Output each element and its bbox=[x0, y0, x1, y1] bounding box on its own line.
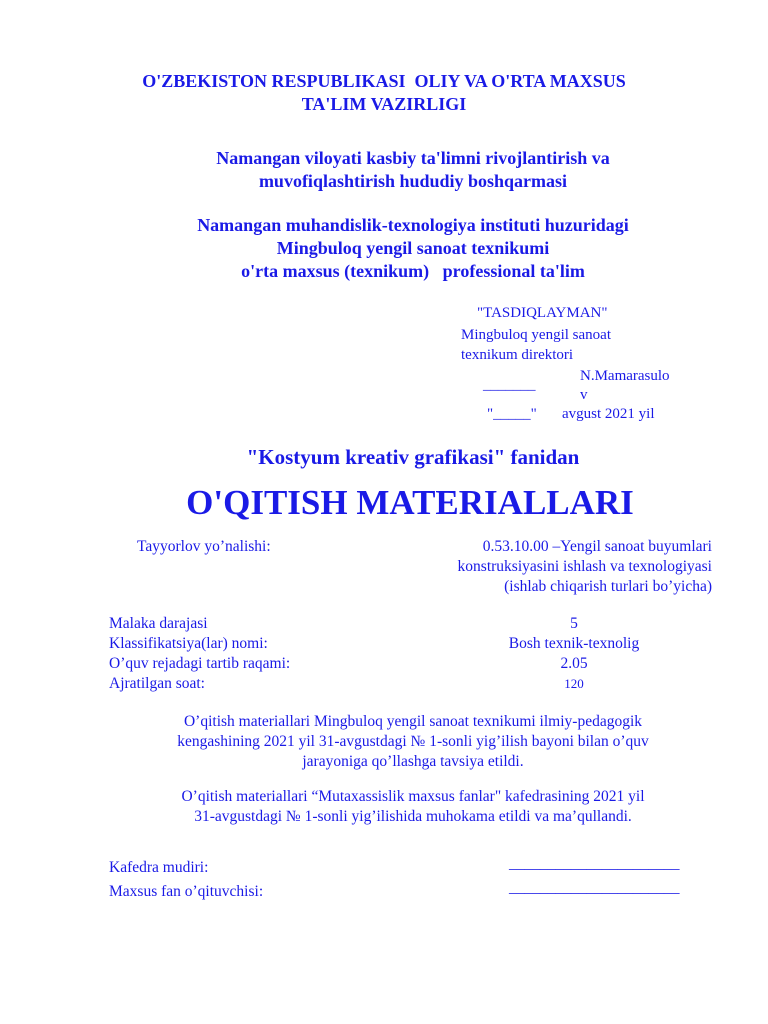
info-value: Bosh texnik-texnolig bbox=[508, 635, 640, 652]
info-table bbox=[109, 614, 709, 694]
info-row bbox=[109, 634, 709, 654]
direction-line-1: 0.53.10.00 –Yengil sanoat buyumlari bbox=[482, 538, 712, 555]
institute-line-2: Mingbuloq yengil sanoat texnikumi bbox=[276, 238, 550, 258]
institute-line-3: o'rta maxsus (texnikum) professional ta'lim bbox=[241, 261, 585, 281]
signature-label: Kafedra mudiri: bbox=[109, 859, 209, 876]
approval-title: "TASDIQLAYMAN" bbox=[477, 305, 608, 321]
signature-label: Maxsus fan o’qituvchisi: bbox=[109, 883, 264, 900]
recommendation-paragraph bbox=[0, 712, 768, 772]
approval-date: avgust 2021 yil bbox=[562, 406, 655, 422]
subject-title: "Kostyum kreativ grafikasi" fanidan bbox=[246, 445, 580, 469]
signature-line: ______________________ bbox=[509, 855, 680, 872]
signature-row-teacher bbox=[109, 879, 709, 904]
approval-role-line-1: Mingbuloq yengil sanoat bbox=[461, 327, 611, 343]
approval-date-blank: "_____" bbox=[487, 406, 537, 422]
document-title: O'QITISH MATERIALLARI bbox=[186, 483, 634, 522]
direction-label: Tayyorlov yo’nalishi: bbox=[137, 538, 271, 555]
approval-name-line-2: v bbox=[580, 387, 588, 403]
ministry-line-2: TA'LIM VAZIRLIGI bbox=[301, 94, 467, 114]
direction-line-3: (ishlab chiqarish turlari bo’yicha) bbox=[504, 578, 712, 595]
regional-line-2: muvofiqlashtirish hududiy boshqarmasi bbox=[258, 171, 568, 191]
direction-line-2: konstruksiyasini ishlash va texnologiyasi bbox=[457, 558, 712, 575]
info-row bbox=[109, 614, 709, 634]
info-label: Klassifikatsiya(lar) nomi: bbox=[109, 635, 268, 652]
paragraph-2-line-1: O’qitish materiallari “Mutaxassislik maxsus fanlar" kafedrasining 2021 yil bbox=[181, 788, 645, 805]
ministry-line-1: O'ZBEKISTON RESPUBLIKASI OLIY VA O'RTA MAXSUS bbox=[142, 71, 626, 91]
regional-header bbox=[0, 147, 768, 193]
ministry-header bbox=[0, 70, 768, 116]
info-label: O’quv rejadagi tartib raqami: bbox=[109, 655, 291, 672]
paragraph-1-line-1: O’qitish materiallari Mingbuloq yengil sanoat texnikumi ilmiy-pedagogik bbox=[183, 713, 643, 730]
info-value: 5 bbox=[570, 615, 578, 632]
info-row bbox=[109, 654, 709, 674]
signature-line: ______________________ bbox=[509, 879, 680, 896]
direction-value bbox=[458, 537, 712, 597]
approval-signature-line: _______ bbox=[483, 377, 536, 393]
approval-role-line-2: texnikum direktori bbox=[461, 347, 574, 363]
paragraph-1-line-3: jarayoniga qo’llashga tavsiya etildi. bbox=[302, 753, 524, 770]
info-label: Ajratilgan soat: bbox=[109, 675, 205, 692]
info-label: Malaka darajasi bbox=[109, 615, 208, 632]
regional-line-1: Namangan viloyati kasbiy ta'limni rivojlantirish va bbox=[216, 148, 610, 168]
approval-paragraph bbox=[0, 787, 768, 827]
paragraph-1-line-2: kengashining 2021 yil 31-avgustdagi № 1-sonli yig’ilish bayoni bilan o’quv bbox=[177, 733, 649, 750]
info-value: 120 bbox=[564, 676, 584, 691]
approval-name-line-1: N.Mamarasulo bbox=[580, 368, 670, 384]
info-value: 2.05 bbox=[560, 655, 588, 672]
institute-header bbox=[0, 214, 768, 283]
info-row bbox=[109, 674, 709, 694]
institute-line-1: Namangan muhandislik-texnologiya instituti huzuridagi bbox=[197, 215, 629, 235]
paragraph-2-line-2: 31-avgustdagi № 1-sonli yig’ilishida muhokama etildi va ma’qullandi. bbox=[194, 808, 632, 825]
signature-row-head-of-department bbox=[109, 855, 709, 880]
